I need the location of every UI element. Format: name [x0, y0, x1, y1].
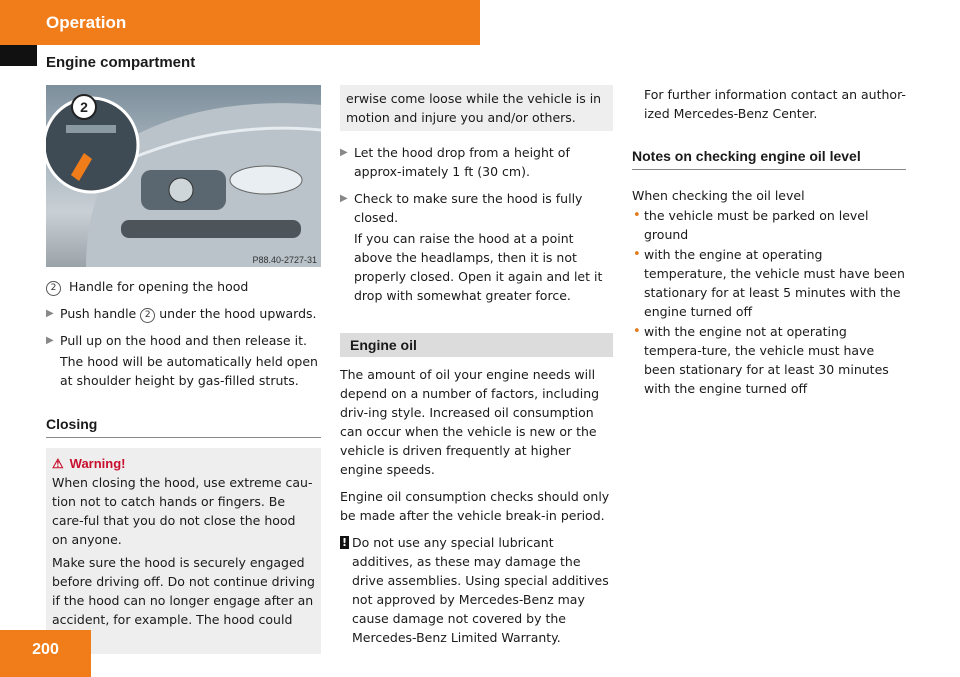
- list-item: • with the engine not at operating tempera-ture, the vehicle must have been stationary for at least 30 minutes with the engine turned off: [633, 324, 889, 396]
- step-pull-hood: ▶ Pull up on the hood and then release it.: [46, 333, 307, 348]
- paragraph: The amount of oil your engine needs will depend on a number of factors, including driv-ing style. Increased oil consumption can occur when the vehicle is new or the vehicle is driven frequently at higher engine speeds.: [340, 367, 600, 477]
- notice: ! Do not use any special lubricant additives, as these may damage the drive assemblies. Using special additives not approved by Mercedes-Benz may cause damage not covered by the Mercedes-Benz Limited Warranty.: [341, 535, 609, 645]
- intro-text: When checking the oil level: [632, 188, 805, 203]
- step-check-closed: ▶ Check to make sure the hood is fully closed.: [340, 191, 583, 225]
- caption-text: Handle for opening the hood: [68, 279, 249, 294]
- bullet-icon: •: [633, 208, 641, 223]
- list-item: • with the engine at operating temperature, the vehicle must have been stationary for at least 5 minutes with the engine turned off: [633, 247, 905, 319]
- info-text: For further information contact an author-ized Mercedes-Benz Center.: [644, 87, 906, 121]
- figure-callout: 2: [80, 99, 88, 115]
- handle-number: 2: [140, 308, 155, 323]
- warning-text: When closing the hood, use extreme cau-tion not to catch hands or fingers. Be care-ful that you do not close the hood on anyone.: [52, 475, 313, 547]
- warning-box-continued: erwise come loose while the vehicle is in motion and injure you and/or others.: [340, 85, 613, 131]
- car-illustration: [46, 85, 321, 267]
- page-number: 200: [0, 630, 91, 677]
- figure-code: P88.40-2727-31: [252, 255, 317, 265]
- warning-triangle-icon: ⚠: [52, 456, 64, 471]
- step-arrow-icon: ▶: [340, 147, 348, 158]
- step-note: If you can raise the hood at a point above the headlamps, then it is not properly closed. Open it again and let it drop with somewhat greater force.: [354, 231, 603, 303]
- bullet-icon: •: [633, 247, 641, 262]
- step-arrow-icon: ▶: [340, 193, 348, 204]
- step-arrow-icon: ▶: [46, 335, 54, 346]
- closing-heading: Closing: [46, 415, 321, 438]
- bullet-icon: •: [633, 324, 641, 339]
- chapter-tab: Operation: [0, 0, 480, 45]
- figure-caption: [46, 277, 321, 296]
- section-title: Engine compartment: [46, 54, 196, 71]
- list-item: • the vehicle must be parked on level ground: [633, 208, 869, 242]
- exclamation-icon: !: [341, 536, 348, 549]
- step-note: The hood will be automatically held open at shoulder height by gas-filled struts.: [60, 354, 318, 388]
- notes-heading: Notes on checking engine oil level: [632, 147, 906, 170]
- paragraph: Engine oil consumption checks should only be made after the vehicle break-in period.: [340, 489, 610, 523]
- section-marker: [0, 45, 37, 66]
- column-right: [632, 85, 906, 398]
- warning-text: Make sure the hood is securely engaged before driving off. Do not continue driving if the hood can no longer engage after an accident, for example. The hood could: [52, 555, 315, 627]
- warning-box: [46, 448, 321, 654]
- column-left: [46, 85, 321, 654]
- warning-title: ⚠ Warning!: [52, 456, 126, 471]
- step-let-hood-drop: ▶ Let the hood drop from a height of approx-imately 1 ft (30 cm).: [340, 145, 570, 179]
- step-arrow-icon: ▶: [46, 308, 54, 319]
- engine-oil-heading: Engine oil: [340, 333, 613, 357]
- step-push-handle: ▶ Push handle 2 under the hood upwards.: [46, 306, 317, 321]
- hood-handle-photo: [46, 85, 321, 267]
- column-middle: [340, 85, 613, 647]
- caption-number: 2: [46, 281, 61, 296]
